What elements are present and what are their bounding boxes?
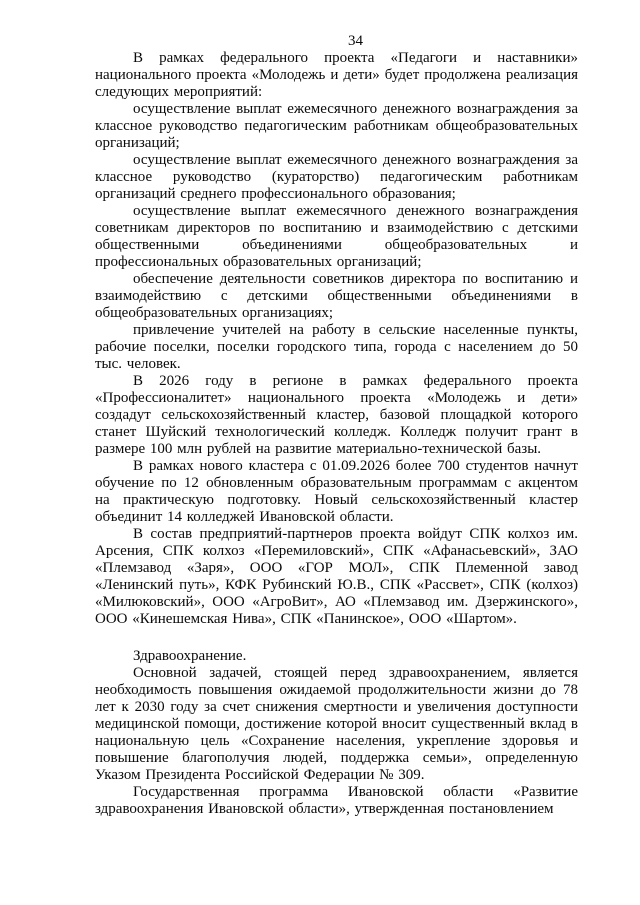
- paragraph-measure-advisors-payment: осуществление выплат ежемесячного денежного вознаграждения советникам директоров по воспитанию и взаимодействию с детскими общественными объединениями общеобразовательных и профессиональных образовательных организаций;: [95, 203, 578, 270]
- paragraph-healthcare-program: Государственная программа Ивановской области «Развитие здравоохранения Ивановской области», утвержденная постановлением: [95, 784, 578, 817]
- paragraph-measure-curatorship: осуществление выплат ежемесячного денежного вознаграждения за классное руководство (кураторство) педагогическим работникам организаций среднего профессионального образования;: [95, 152, 578, 202]
- paragraph-cluster-partners: В состав предприятий-партнеров проекта войдут СПК колхоз им. Арсения, СПК колхоз «Перемиловский», СПК «Афанасьевский», ЗАО «Племзавод «Заря», ООО «ГОР МОЛ», СПК Племенной завод «Ленинский путь», КФК Рубинский Ю.В., СПК «Рассвет», СПК (колхоз) «Милюковский», ООО «АгроВит», АО «Племзавод им. Дзержинского», ООО «Кинешемская Нива», СПК «Панинское», ООО «Шартом».: [95, 526, 578, 627]
- page-number: 34: [348, 33, 363, 49]
- paragraph-professionalitet-cluster: В 2026 году в регионе в рамках федерального проекта «Профессионалитет» национального проекта «Молодежь и дети» создадут сельскохозяйственный кластер, базовой площадкой которого станет Шуйский технологический колледж. Колледж получит грант в размере 100 млн рублей на развитие материально-технической базы.: [95, 373, 578, 457]
- section-heading-healthcare: Здравоохранение.: [133, 648, 247, 664]
- page-content: [95, 33, 578, 818]
- paragraph-measure-class-supervision: осуществление выплат ежемесячного денежного вознаграждения за классное руководство педагогическим работникам общеобразовательных организаций;: [95, 101, 578, 151]
- paragraph-measure-advisors-support: обеспечение деятельности советников директора по воспитанию и взаимодействию с детскими общественными объединениями в общеобразовательных организациях;: [95, 271, 578, 321]
- paragraph-healthcare-goal: Основной задачей, стоящей перед здравоохранением, является необходимость повышения ожидаемой продолжительности жизни до 78 лет к 2030 году за счет снижения смертности и увеличения доступности медицинской помощи, достижение которой вносит существенный вклад в национальную цель «Сохранение населения, укрепление здоровья и повышение благополучия людей, поддержка семьи», определенную Указом Президента Российской Федерации № 309.: [95, 665, 578, 783]
- paragraph-cluster-students: В рамках нового кластера с 01.09.2026 более 700 студентов начнут обучение по 12 обновленным образовательным программам с акцентом на практическую подготовку. Новый сельскохозяйственный кластер объединит 14 колледжей Ивановской области.: [95, 458, 578, 525]
- paragraph-measure-teachers-rural: привлечение учителей на работу в сельские населенные пункты, рабочие поселки, поселки городского типа, города с населением до 50 тыс. человек.: [95, 322, 578, 372]
- paragraph-intro: В рамках федерального проекта «Педагоги и наставники» национального проекта «Молодежь и дети» будет продолжена реализация следующих мероприятий:: [95, 50, 578, 100]
